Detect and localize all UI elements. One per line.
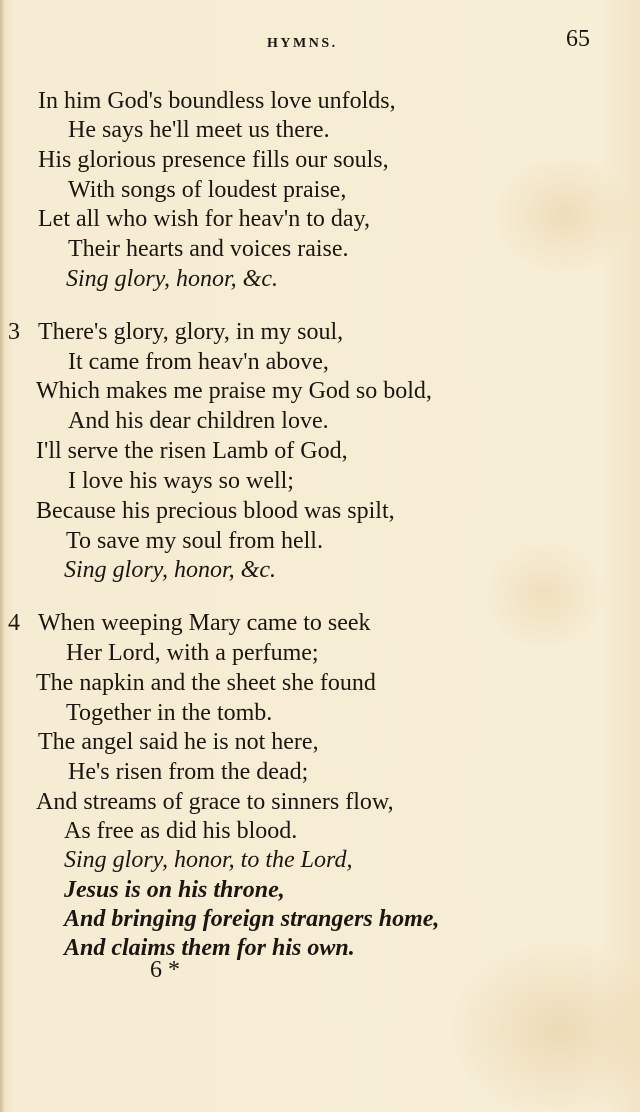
verse-line: When weeping Mary came to seek: [38, 610, 371, 636]
verse-line: He's risen from the dead;: [68, 759, 309, 785]
page-edge-shadow: [0, 0, 5, 1112]
stanza-number: 4: [8, 610, 20, 636]
signature-mark: 6 *: [150, 957, 180, 983]
verse-line: To save my soul from hell.: [66, 528, 323, 554]
verse-line: Together in the tomb.: [66, 700, 273, 726]
verse-line: In him God's boundless love unfolds,: [38, 88, 396, 114]
verse-line: Because his precious blood was spilt,: [36, 498, 395, 524]
verse-line: The angel said he is not here,: [38, 729, 319, 755]
verse-line: With songs of loudest praise,: [68, 177, 347, 203]
refrain-line: And bringing foreign strangers home,: [64, 906, 440, 932]
refrain-line: And claims them for his own.: [64, 935, 355, 961]
stanza-number: 3: [8, 319, 20, 345]
verse-line: And his dear children love.: [68, 408, 329, 434]
verse-line: The napkin and the sheet she found: [36, 670, 376, 696]
verse-line: He says he'll meet us there.: [68, 117, 330, 143]
verse-line: Which makes me praise my God so bold,: [36, 378, 432, 404]
verse-line: It came from heav'n above,: [68, 349, 329, 375]
verse-line: I love his ways so well;: [68, 468, 294, 494]
refrain-line: Jesus is on his throne,: [64, 877, 285, 903]
verse-line: I'll serve the risen Lamb of God,: [36, 438, 348, 464]
page-number: 65: [566, 26, 590, 52]
verse-line: His glorious presence fills our souls,: [38, 147, 389, 173]
verse-line: And streams of grace to sinners flow,: [36, 789, 394, 815]
verse-line: As free as did his blood.: [64, 818, 298, 844]
verse-line: There's glory, glory, in my soul,: [38, 319, 344, 345]
refrain-line: Sing glory, honor, &c.: [64, 557, 277, 583]
refrain-line: Sing glory, honor, to the Lord,: [64, 847, 353, 873]
verse-line: Let all who wish for heav'n to day,: [38, 206, 371, 232]
running-header: HYMNS.: [267, 36, 338, 51]
refrain-line: Sing glory, honor, &c.: [66, 266, 279, 292]
verse-line: Their hearts and voices raise.: [68, 236, 349, 262]
verse-line: Her Lord, with a perfume;: [66, 640, 319, 666]
